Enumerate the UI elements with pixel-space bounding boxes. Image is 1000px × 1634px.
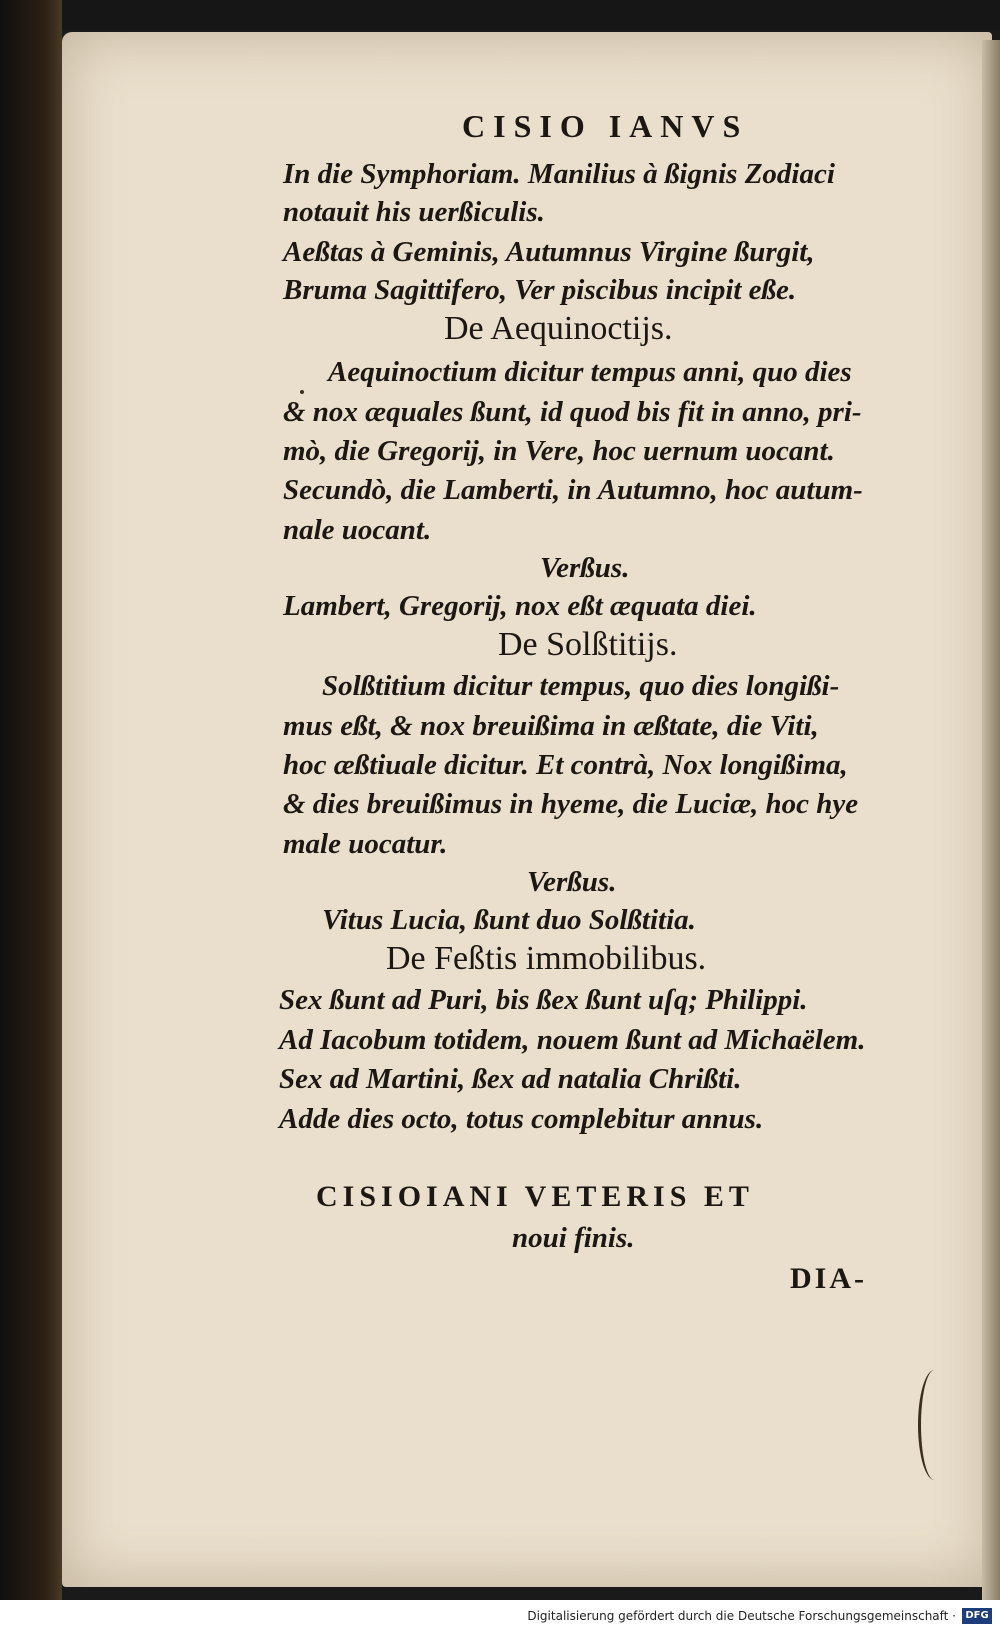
verse-line: Sex ad Martini, ßex ad natalia Chrißti. <box>279 1063 742 1095</box>
versus-label: Verßus. <box>540 552 630 584</box>
colophon-line-1: CISIOIANI VETERIS ET <box>316 1180 754 1213</box>
verse-line: Sex ßunt ad Puri, bis ßex ßunt uſq; Philippi. <box>279 984 808 1016</box>
verse-line: Vitus Lucia, ßunt duo Solßtitia. <box>322 904 696 936</box>
verse-line: Ad Iacobum totidem, nouem ßunt ad Michaëlem. <box>279 1024 866 1056</box>
paragraph-line: & dies breuißimus in hyeme, die Luciæ, hoc hye <box>283 788 859 820</box>
text-line: notauit his uerßiculis. <box>283 196 545 228</box>
section-heading-aequinoctijs: De Aequinoctijs. <box>444 310 673 347</box>
paragraph-line: hoc æßtiuale dicitur. Et contrà, Nox longißima, <box>283 749 848 781</box>
footer-credit: Digitalisierung gefördert durch die Deutsche Forschungsgemeinschaft · <box>527 1609 956 1623</box>
scan-top-border <box>0 0 1000 30</box>
verse-line: Lambert, Gregorij, nox eßt æquata diei. <box>283 590 757 622</box>
section-heading-festis: De Feßtis immobilibus. <box>386 940 707 977</box>
book-spine <box>0 0 62 1600</box>
page-edge-curl <box>918 1370 951 1480</box>
paragraph-line: mò, die Gregorij, in Vere, hoc uernum uocant. <box>283 435 835 467</box>
catchword: DIA- <box>790 1262 867 1295</box>
text-line: Bruma Sagittifero, Ver piscibus incipit eße. <box>283 274 797 306</box>
paragraph-line: mus eßt, & nox breuißima in æßtate, die Viti, <box>283 710 819 742</box>
section-heading-solstitijs: De Solßtitijs. <box>498 626 678 663</box>
paragraph-line: male uocatur. <box>283 828 448 860</box>
colophon-line-2: noui finis. <box>512 1222 635 1254</box>
paragraph-line: Secundò, die Lamberti, in Autumno, hoc autum- <box>283 474 863 506</box>
paragraph-line: & nox æquales ßunt, id quod bis fit in anno, pri- <box>283 396 862 428</box>
text-line: Aeßtas à Geminis, Autumnus Virgine ßurgit, <box>283 236 815 268</box>
running-header: CISIO IANVS <box>462 108 749 144</box>
text-line: In die Symphoriam. Manilius à ßignis Zodiaci <box>283 158 835 190</box>
page-right-edge <box>982 40 1000 1600</box>
paragraph-line: Aequinoctium dicitur tempus anni, quo dies <box>328 356 852 388</box>
margin-mark <box>300 390 304 394</box>
versus-label: Verßus. <box>527 866 617 898</box>
paragraph-line: Solßtitium dicitur tempus, quo dies longißi- <box>322 670 840 702</box>
dfg-logo: DFG <box>962 1608 992 1624</box>
paragraph-line: nale uocant. <box>283 514 432 546</box>
verse-line: Adde dies octo, totus complebitur annus. <box>279 1103 764 1135</box>
